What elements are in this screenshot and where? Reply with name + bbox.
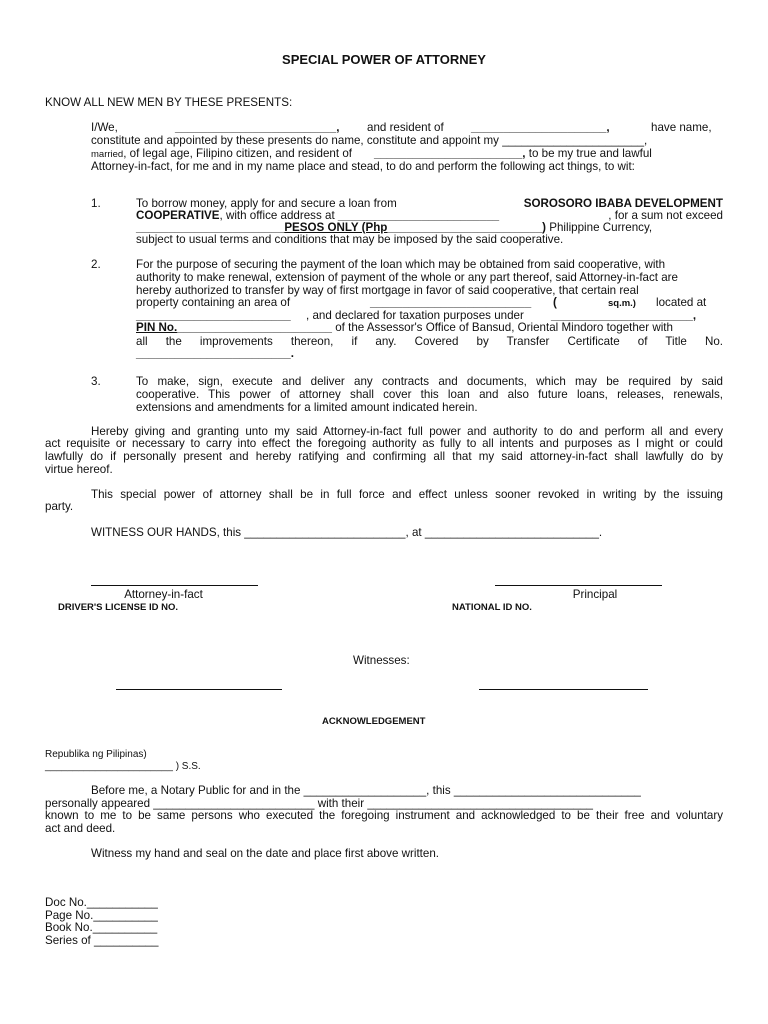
- item-2-area-blank: _________________________: [370, 296, 532, 309]
- item-2-sqm: sq.m.): [608, 298, 636, 309]
- witness-2-line: [479, 689, 648, 690]
- ack-line-3: known to me to be same persons who executed the foregoing instrument and acknowledged to be their free and voluntary: [45, 809, 723, 822]
- item-2-location-blank: ________________________: [136, 309, 291, 322]
- item-2-taxdec-blank: ______________________,: [551, 309, 697, 322]
- item-3-line-3: extensions and amendments for a limited amount indicated herein.: [136, 401, 478, 414]
- intro-line-3: married, of legal age, Filipino citizen, and resident of _______________________, to be my true and lawful: [91, 147, 652, 160]
- intro-resident-blank: _____________________,: [471, 121, 610, 134]
- item-2-number: 2.: [91, 258, 101, 271]
- para-1-line-3: lawfully do if personally present and hereby ratifying and confirming all that my said attorney-in-fact shall lawfully do by: [45, 450, 723, 463]
- para-1-line-4: virtue hereof.: [45, 463, 113, 476]
- series-of: Series of __________: [45, 934, 159, 947]
- item-2-line-1: For the purpose of securing the payment of the loan which may be obtained from said cooperative, with: [136, 258, 666, 271]
- item-3-line-2: cooperative. This power of attorney shall cover this loan and also future loans, releases, renewals,: [136, 388, 723, 401]
- republic-label: Republika ng Pilipinas): [45, 749, 147, 760]
- drivers-license-label: DRIVER'S LICENSE ID NO.: [58, 602, 178, 613]
- intro-married: married: [91, 149, 124, 160]
- item-3-number: 3.: [91, 375, 101, 388]
- national-id-label: NATIONAL ID NO.: [452, 602, 532, 613]
- witness-1-line: [116, 689, 282, 690]
- para-1-line-2: act requisite or necessary to carry into effect the foregoing authority as fully to all intents and purposes as I might or could: [45, 437, 723, 450]
- document-title: SPECIAL POWER OF ATTORNEY: [282, 52, 486, 67]
- para-2-line-2: party.: [45, 500, 74, 513]
- item-2-line-3: hereby authorized to transfer by way of first mortgage in favor of said cooperative, that certain real: [136, 284, 639, 297]
- ack-line-1: Before me, a Notary Public for and in the ___________________, this _____________________________: [91, 784, 641, 797]
- intro-name-blank: _________________________,: [175, 121, 340, 134]
- pin-label: PIN No.: [136, 321, 178, 334]
- principal-signature-line: [495, 585, 662, 586]
- item-1-line-1: To borrow money, apply for and secure a loan from SOROSORO IBABA DEVELOPMENT: [136, 197, 723, 210]
- item-2-located-at: located at: [656, 296, 707, 309]
- para-2-line-1: This special power of attorney shall be in full force and effect unless sooner revoked in writing by the issuing: [91, 488, 723, 501]
- item-1-line-2: COOPERATIVE, with office address at _________________________ , for a sum not exceed: [136, 209, 723, 222]
- attorney-label: Attorney-in-fact: [124, 588, 203, 601]
- intro-have-name: have name,: [651, 121, 712, 134]
- doc-no: Doc No.___________: [45, 896, 158, 909]
- intro-line-2: constitute and appointed by these presents do name, constitute and appoint my ______________________,: [91, 134, 648, 147]
- principal-label: Principal: [572, 588, 618, 601]
- item-3-line-1: To make, sign, execute and deliver any contracts and documents, which may be required by said: [136, 375, 723, 388]
- witnesses-label: Witnesses:: [353, 654, 410, 667]
- page-no: Page No.__________: [45, 909, 158, 922]
- item-2-title-blank: ________________________.: [136, 347, 294, 360]
- ack-line-4: act and deed.: [45, 822, 116, 835]
- ack-line-2: personally appeared _________________________ with their ___________________________________: [45, 797, 593, 810]
- intro-iwe: I/We,: [91, 121, 118, 134]
- item-1-line-4: subject to usual terms and conditions that may be imposed by the said cooperative.: [136, 233, 564, 246]
- item-2-line-7: all the improvements thereon, if any. Covered by Transfer Certificate of Title No.: [136, 335, 723, 348]
- item-1-number: 1.: [91, 197, 101, 210]
- para-1-line-1: Hereby giving and granting unto my said Attorney-in-fact full power and authority to do and perform all and every: [91, 425, 723, 438]
- attorney-signature-line: [91, 585, 258, 586]
- item-2-declared: , and declared for taxation purposes under: [306, 309, 524, 322]
- intro-line-4: Attorney-in-fact, for me and in my name place and stead, to do and perform the following act things, to wit:: [91, 160, 635, 173]
- acknowledgement-title: ACKNOWLEDGEMENT: [322, 716, 426, 727]
- book-no: Book No.__________: [45, 921, 158, 934]
- witness-hands-line: WITNESS OUR HANDS, this _________________________, at ___________________________.: [91, 526, 603, 539]
- intro-resident-of: and resident of: [367, 121, 444, 134]
- greeting: KNOW ALL NEW MEN BY THESE PRESENTS:: [45, 96, 293, 109]
- ack-seal-line: Witness my hand and seal on the date and place first above written.: [91, 847, 440, 860]
- item-1-line-3: _______________________PESOS ONLY (Php________________________) Philippine Currency,: [136, 221, 653, 234]
- item-2-line-6: PIN No.________________________ of the Assessor's Office of Bansud, Oriental Mindoro together with: [136, 321, 673, 334]
- ss-line: _______________________ ) S.S.: [45, 761, 201, 772]
- item-2-paren: (: [553, 296, 557, 309]
- item-2-line-4a: property containing an area of: [136, 296, 291, 309]
- item-2-line-2: authority to make renewal, extension of payment of the whole or any part thereof, said Attorney-in-fact are: [136, 271, 678, 284]
